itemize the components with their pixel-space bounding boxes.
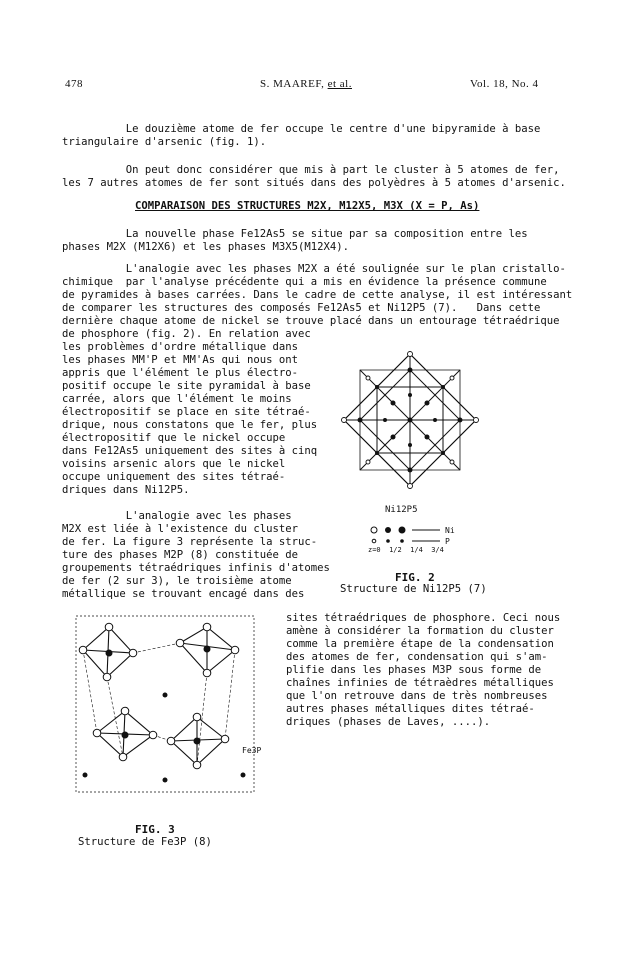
left-col-line: occupe uniquement des sites tétraé-: [62, 471, 286, 483]
intro-p2-line2: les 7 autres atomes de fer sont situés dans des polyèdres à 5 atomes d'arsenic.: [62, 177, 566, 189]
right-col-line: autres phases métalliques dites tétraé-: [286, 703, 535, 715]
analogie-line1: L'analogie avec les phases M2X a été soulignée sur le plan cristallo-: [62, 263, 566, 275]
analogie-line3: de pyramides à bases carrées. Dans le cadre de cette analyse, il est intéressant: [62, 289, 573, 301]
left-col-line: électropositif se place en site tétraé-: [62, 406, 311, 418]
left-col2-line: de fer (2 sur 3), le troisième atome: [62, 575, 292, 587]
right-col-line: chaînes infinies de tétraèdres métalliques: [286, 677, 554, 689]
left-col-line: dans Fe12As5 uniquement des sites à cinq: [62, 445, 318, 457]
fig2-z-values: z=0 1/2 1/4 3/4: [368, 546, 444, 554]
left-col-line: appris que l'élément le plus électro-: [62, 367, 298, 379]
left-col2-line: L'analogie avec les phases: [62, 510, 292, 522]
fig3-label: FIG. 3: [135, 823, 175, 836]
fig2-legend-ni: Ni: [445, 526, 455, 535]
left-col2-line: métallique se trouvant encagé dans des: [62, 588, 305, 600]
left-col-line: les phases MM'P et MM'As qui nous ont: [62, 354, 298, 366]
authors-text: S. MAAREF,: [260, 78, 325, 90]
intro-p1-line2: triangulaire d'arsenic (fig. 1).: [62, 136, 267, 148]
left-col-line: électropositif que le nickel occupe: [62, 432, 286, 444]
right-col-line: plifie dans les phases M3P sous forme de: [286, 664, 542, 676]
nouvelle-line1: La nouvelle phase Fe12As5 se situe par sa composition entre les: [62, 228, 528, 240]
left-col-line: drique, nous constatons que le fer, plus: [62, 419, 318, 431]
left-col2-line: M2X est liée à l'existence du cluster: [62, 523, 298, 535]
fig2-structure-drawing: [340, 350, 480, 490]
right-col-line: des atomes de fer, condensation qui s'am-: [286, 651, 548, 663]
right-col-line: sites tétraédriques de phosphore. Ceci nous: [286, 612, 561, 624]
running-authors: [260, 78, 352, 90]
volume-info: Vol. 18, No. 4: [470, 78, 539, 90]
analogie-line6: de phosphore (fig. 2). En relation avec: [62, 328, 311, 340]
analogie-line4: de comparer les structures des composés Fe12As5 et Ni12P5 (7). Dans cette: [62, 302, 541, 314]
right-col-line: comme la première étape de la condensation: [286, 638, 554, 650]
page-number: 478: [65, 78, 83, 90]
fig2-legend-p: P: [445, 537, 450, 546]
nouvelle-line2: phases M2X (M12X6) et les phases M3X5(M12X4).: [62, 241, 350, 253]
right-col-line: amène à considérer la formation du cluster: [286, 625, 554, 637]
fig3-inner-label: Fe3P: [242, 746, 262, 755]
left-col2-line: groupements tétraédriques infinis d'atomes: [62, 562, 330, 574]
etal-text: et al.: [327, 78, 352, 90]
fig2-caption: Structure de Ni12P5 (7): [340, 583, 487, 595]
section-heading: COMPARAISON DES STRUCTURES M2X, M12X5, M3X (X = P, As): [135, 200, 480, 212]
left-col2-line: ture des phases M2P (8) constituée de: [62, 549, 298, 561]
analogie-line5: dernière chaque atome de nickel se trouve placé dans un entourage tétraédrique: [62, 315, 560, 327]
right-col-line: driques (phases de Laves, ....).: [286, 716, 491, 728]
left-col2-line: de fer. La figure 3 représente la struc-: [62, 536, 318, 548]
right-col-line: que l'on retrouve dans de très nombreuses: [286, 690, 548, 702]
left-col-line: voisins arsenic alors que le nickel: [62, 458, 286, 470]
fig3-structure-drawing: [75, 615, 255, 800]
left-col-line: carrée, alors que l'élément le moins: [62, 393, 292, 405]
left-col-line: driques dans Ni12P5.: [62, 484, 190, 496]
analogie-line2: chimique par l'analyse précédente qui a mis en évidence la présence commune: [62, 276, 547, 288]
fig3-caption: Structure de Fe3P (8): [78, 836, 212, 848]
fig2-formula: Ni12P5: [385, 505, 418, 515]
intro-p2-line1: On peut donc considérer que mis à part le cluster à 5 atomes de fer,: [62, 164, 560, 176]
intro-p1-line1: Le douzième atome de fer occupe le centre d'une bipyramide à base: [62, 123, 541, 135]
fig2-label: FIG. 2: [395, 571, 435, 584]
left-col-line: positif occupe le site pyramidal à base: [62, 380, 311, 392]
left-col-line: les problèmes d'ordre métallique dans: [62, 341, 298, 353]
